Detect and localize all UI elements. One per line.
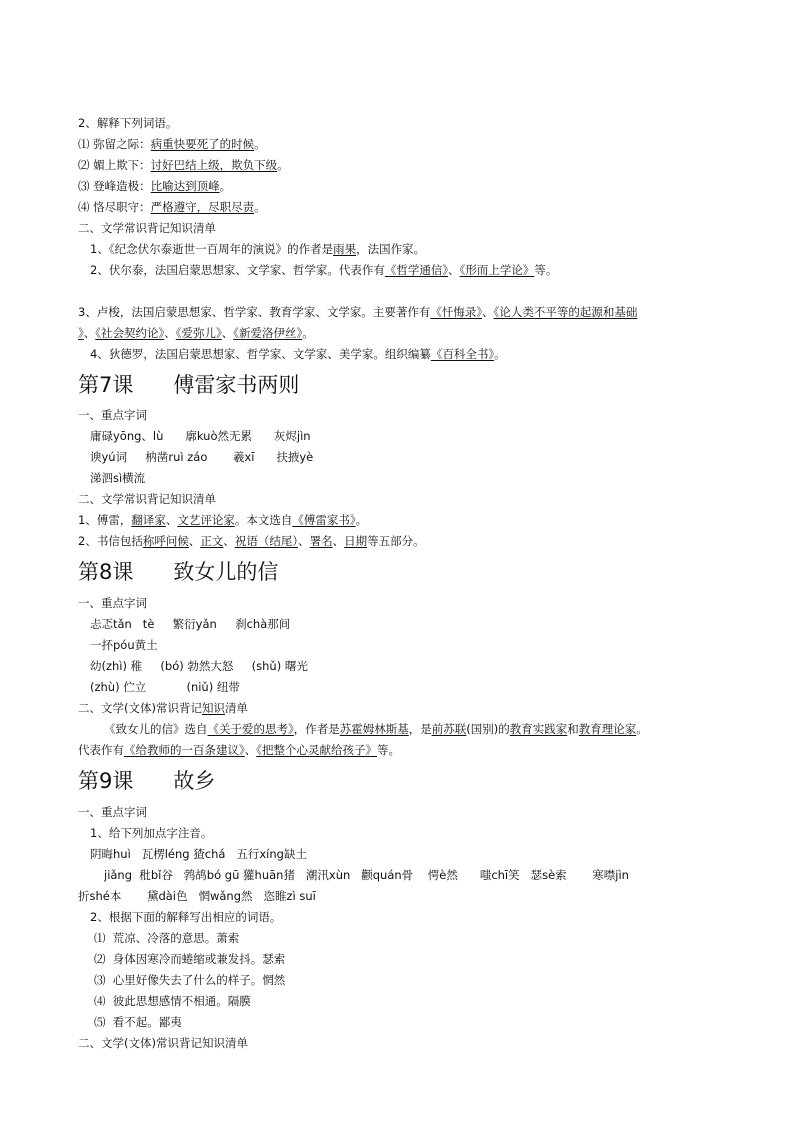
text-segment: ⑵ 身体因寒冷而蜷缩或兼发抖。瑟索 bbox=[94, 952, 286, 966]
text-segment: 。 bbox=[254, 200, 266, 214]
text-line bbox=[78, 179, 728, 193]
text-line bbox=[90, 638, 728, 652]
text-line bbox=[90, 847, 728, 861]
underlined-answer: 《社会契约论》 bbox=[95, 326, 165, 340]
text-segment: 3、卢梭，法国启蒙思想家、哲学家、教育学家、文学家。主要著作有 bbox=[78, 305, 431, 319]
text-segment: 。 bbox=[254, 137, 266, 151]
underlined-answer: 《傅雷家书》 bbox=[292, 513, 356, 527]
text-segment: 二、文学(文体)常识背记 bbox=[78, 701, 202, 715]
text-segment: 一抔póu黄土 bbox=[90, 638, 158, 652]
text-segment: (zhù) 伫立 (niǔ) 纽带 bbox=[90, 680, 240, 694]
text-line bbox=[104, 722, 728, 736]
underlined-answer: 讨好巴结上级，欺负下级 bbox=[150, 158, 278, 172]
text-segment: ⑵ 媚上欺下： bbox=[78, 158, 151, 172]
underlined-answer: 文艺评论家 bbox=[177, 513, 235, 527]
text-segment: 二、文学常识背记知识清单 bbox=[78, 492, 216, 506]
underlined-answer: 《形而上学论》 bbox=[459, 263, 535, 277]
underlined-answer: 《爱弥儿》 bbox=[175, 326, 222, 340]
underlined-answer: 》 bbox=[78, 326, 84, 340]
text-segment: 。本文选自 bbox=[234, 513, 293, 527]
text-line bbox=[78, 200, 728, 214]
text-line bbox=[90, 429, 728, 443]
text-line bbox=[90, 910, 728, 924]
underlined-answer: 署名 bbox=[309, 534, 333, 548]
text-segment: 阴晦huì 瓦楞léng 猹chá 五行xíng缺土 bbox=[90, 847, 307, 861]
text-segment: 、 bbox=[332, 534, 345, 548]
text-segment: 、 bbox=[83, 326, 96, 340]
underlined-answer: 日期 bbox=[344, 534, 368, 548]
text-segment: 。 bbox=[219, 179, 232, 193]
text-line bbox=[94, 1015, 728, 1029]
underlined-answer: 苏霍姆林斯基 bbox=[339, 722, 409, 736]
text-line bbox=[94, 952, 728, 966]
text-line bbox=[78, 743, 728, 757]
text-segment: 一、重点字词 bbox=[78, 596, 147, 610]
underlined-answer: 《给教师的一百条建议》 bbox=[124, 743, 245, 757]
text-line bbox=[78, 1036, 728, 1050]
text-segment: 1、傅雷， bbox=[78, 513, 132, 527]
text-segment: 庸碌yōng、lù 廓kuò然无累 灰烬jìn bbox=[90, 429, 311, 443]
underlined-answer: 严格遵守，尽职尽责 bbox=[150, 200, 255, 214]
text-line bbox=[78, 596, 728, 610]
text-line bbox=[78, 513, 728, 527]
text-segment: ⑶ 心里好像失去了什么的样子。惘然 bbox=[94, 973, 286, 987]
text-segment: 代表作有 bbox=[78, 743, 124, 757]
text-segment: 等五部分。 bbox=[367, 534, 425, 548]
text-segment: 、 bbox=[223, 534, 235, 548]
underlined-answer: 教育实践家 bbox=[509, 722, 568, 736]
text-segment: 。 bbox=[494, 347, 506, 361]
text-segment: ⑴ 弥留之际： bbox=[78, 137, 151, 151]
underlined-answer: 《忏悔录》 bbox=[430, 305, 483, 319]
text-segment: 。 bbox=[277, 158, 289, 172]
text-segment: 2、解释下列词语。 bbox=[78, 116, 178, 130]
lesson-heading: 第9课 故乡 bbox=[78, 769, 216, 793]
text-line bbox=[90, 826, 728, 840]
text-segment: 1、给下列加点字注音。 bbox=[90, 826, 213, 840]
underlined-answer: 称呼问候 bbox=[142, 534, 189, 548]
text-segment: 折shé本 黛dài色 惘wǎng然 恣睢zì suī bbox=[78, 889, 316, 903]
text-line bbox=[90, 263, 728, 277]
text-segment: 一、重点字词 bbox=[78, 805, 147, 819]
text-segment: 幼(zhì) 稚 (bó) 勃然大怒 (shǔ) 曙光 bbox=[90, 659, 308, 673]
text-line bbox=[90, 617, 728, 631]
text-line bbox=[78, 158, 728, 172]
underlined-answer: 教育理论家 bbox=[578, 722, 637, 736]
text-segment: 。 bbox=[636, 722, 648, 736]
underlined-answer: 《哲学通信》 bbox=[384, 263, 449, 277]
text-segment: 4、狄德罗，法国启蒙思想家、哲学家、文学家、美学家。组织编纂 bbox=[90, 347, 431, 361]
lesson-heading: 第8课 致女儿的信 bbox=[78, 560, 279, 584]
underlined-answer: 《把整个心灵献给孩子》 bbox=[256, 743, 377, 757]
lesson-heading: 第7课 傅雷家书两则 bbox=[78, 373, 300, 397]
underlined-answer: 比喻达到顶峰 bbox=[150, 179, 220, 193]
underlined-answer: 病重快要死了的时候 bbox=[150, 137, 255, 151]
text-line bbox=[90, 471, 728, 485]
text-line bbox=[78, 701, 728, 715]
text-segment: 、 bbox=[221, 326, 234, 340]
text-line bbox=[78, 889, 728, 903]
text-segment: jiǎng 秕bǐ谷 鹁鸪bó gū 獾huān猪 潮汛xùn 颧quán骨 愕è然 嗤chī笑 瑟sè索 寒噤jìn bbox=[104, 868, 629, 882]
text-segment: 、 bbox=[298, 534, 310, 548]
underlined-answer: 前苏联 bbox=[431, 722, 467, 736]
underlined-answer: 《论人类不平等的起源和基础 bbox=[493, 305, 638, 319]
text-line bbox=[94, 931, 728, 945]
text-segment: (国别)的 bbox=[466, 722, 510, 736]
text-segment: 2、书信包括 bbox=[78, 534, 143, 548]
text-line bbox=[90, 680, 728, 694]
text-segment: 1、《纪念伏尔泰逝世一百周年的演说》的作者是 bbox=[90, 242, 334, 256]
text-segment: 2、伏尔泰，法国启蒙思想家、文学家、哲学家。代表作有 bbox=[90, 263, 385, 277]
text-line bbox=[78, 116, 728, 130]
text-line bbox=[78, 492, 728, 506]
text-segment: 、 bbox=[164, 326, 176, 340]
text-segment: 、 bbox=[448, 263, 460, 277]
text-segment: 一、重点字词 bbox=[78, 408, 147, 422]
underlined-answer: 知识 bbox=[201, 701, 225, 715]
underlined-answer: 翻译家 bbox=[131, 513, 166, 527]
text-segment: ，是 bbox=[408, 722, 432, 736]
text-segment: ⑷ 彼此思想感情不相通。隔膜 bbox=[94, 994, 251, 1008]
underlined-answer: 雨果 bbox=[333, 242, 357, 256]
underlined-answer: 祝语（结尾） bbox=[234, 534, 299, 548]
text-segment: 、 bbox=[244, 743, 257, 757]
text-line bbox=[78, 805, 728, 819]
text-line bbox=[90, 659, 728, 673]
text-segment: 等。 bbox=[377, 743, 400, 757]
text-segment: 涕泗sì横流 bbox=[90, 471, 146, 485]
text-segment: ，法国作家。 bbox=[356, 242, 426, 256]
text-line bbox=[90, 347, 728, 361]
text-line bbox=[78, 137, 728, 151]
text-segment: 2、根据下面的解释写出相应的词语。 bbox=[90, 910, 282, 924]
text-segment: ，作者是 bbox=[293, 722, 340, 736]
text-line bbox=[90, 242, 728, 256]
text-line bbox=[94, 973, 728, 987]
text-line bbox=[90, 450, 728, 464]
text-segment: 。 bbox=[302, 326, 314, 340]
underlined-answer: 正文 bbox=[200, 534, 224, 548]
text-segment: 等。 bbox=[534, 263, 558, 277]
text-segment: ⑷ 恪尽职守： bbox=[78, 200, 151, 214]
text-line bbox=[78, 408, 728, 422]
text-line bbox=[78, 326, 728, 340]
text-segment: 和 bbox=[567, 722, 579, 736]
text-segment: 谀yú词 枘凿ruì záo 羲xī 扶掖yè bbox=[90, 450, 314, 464]
text-segment: ⑶ 登峰造极： bbox=[78, 179, 151, 193]
text-segment: 、 bbox=[188, 534, 201, 548]
text-segment: 忐忑tǎn tè 繁衍yǎn 刹chà那间 bbox=[90, 617, 291, 631]
underlined-answer: 《关于爱的思考》 bbox=[207, 722, 294, 736]
text-segment: 二、文学常识背记知识清单 bbox=[78, 221, 216, 235]
text-line bbox=[104, 868, 728, 882]
text-segment: 、 bbox=[165, 513, 178, 527]
text-segment: 二、文学(文体)常识背记知识清单 bbox=[78, 1036, 248, 1050]
text-segment: 清单 bbox=[224, 701, 248, 715]
underlined-answer: 《百科全书》 bbox=[430, 347, 495, 361]
text-segment: ⑴ 荒凉、冷落的意思。萧索 bbox=[94, 931, 240, 945]
text-line bbox=[78, 221, 728, 235]
text-line bbox=[94, 994, 728, 1008]
underlined-answer: 《新爱洛伊丝》 bbox=[233, 326, 303, 340]
text-line bbox=[78, 534, 728, 548]
text-segment: 。 bbox=[355, 513, 368, 527]
text-segment: 、 bbox=[482, 305, 494, 319]
text-line bbox=[78, 305, 728, 319]
text-segment: 《致女儿的信》选自 bbox=[104, 722, 208, 736]
text-segment: ⑸ 看不起。鄙夷 bbox=[94, 1015, 182, 1029]
